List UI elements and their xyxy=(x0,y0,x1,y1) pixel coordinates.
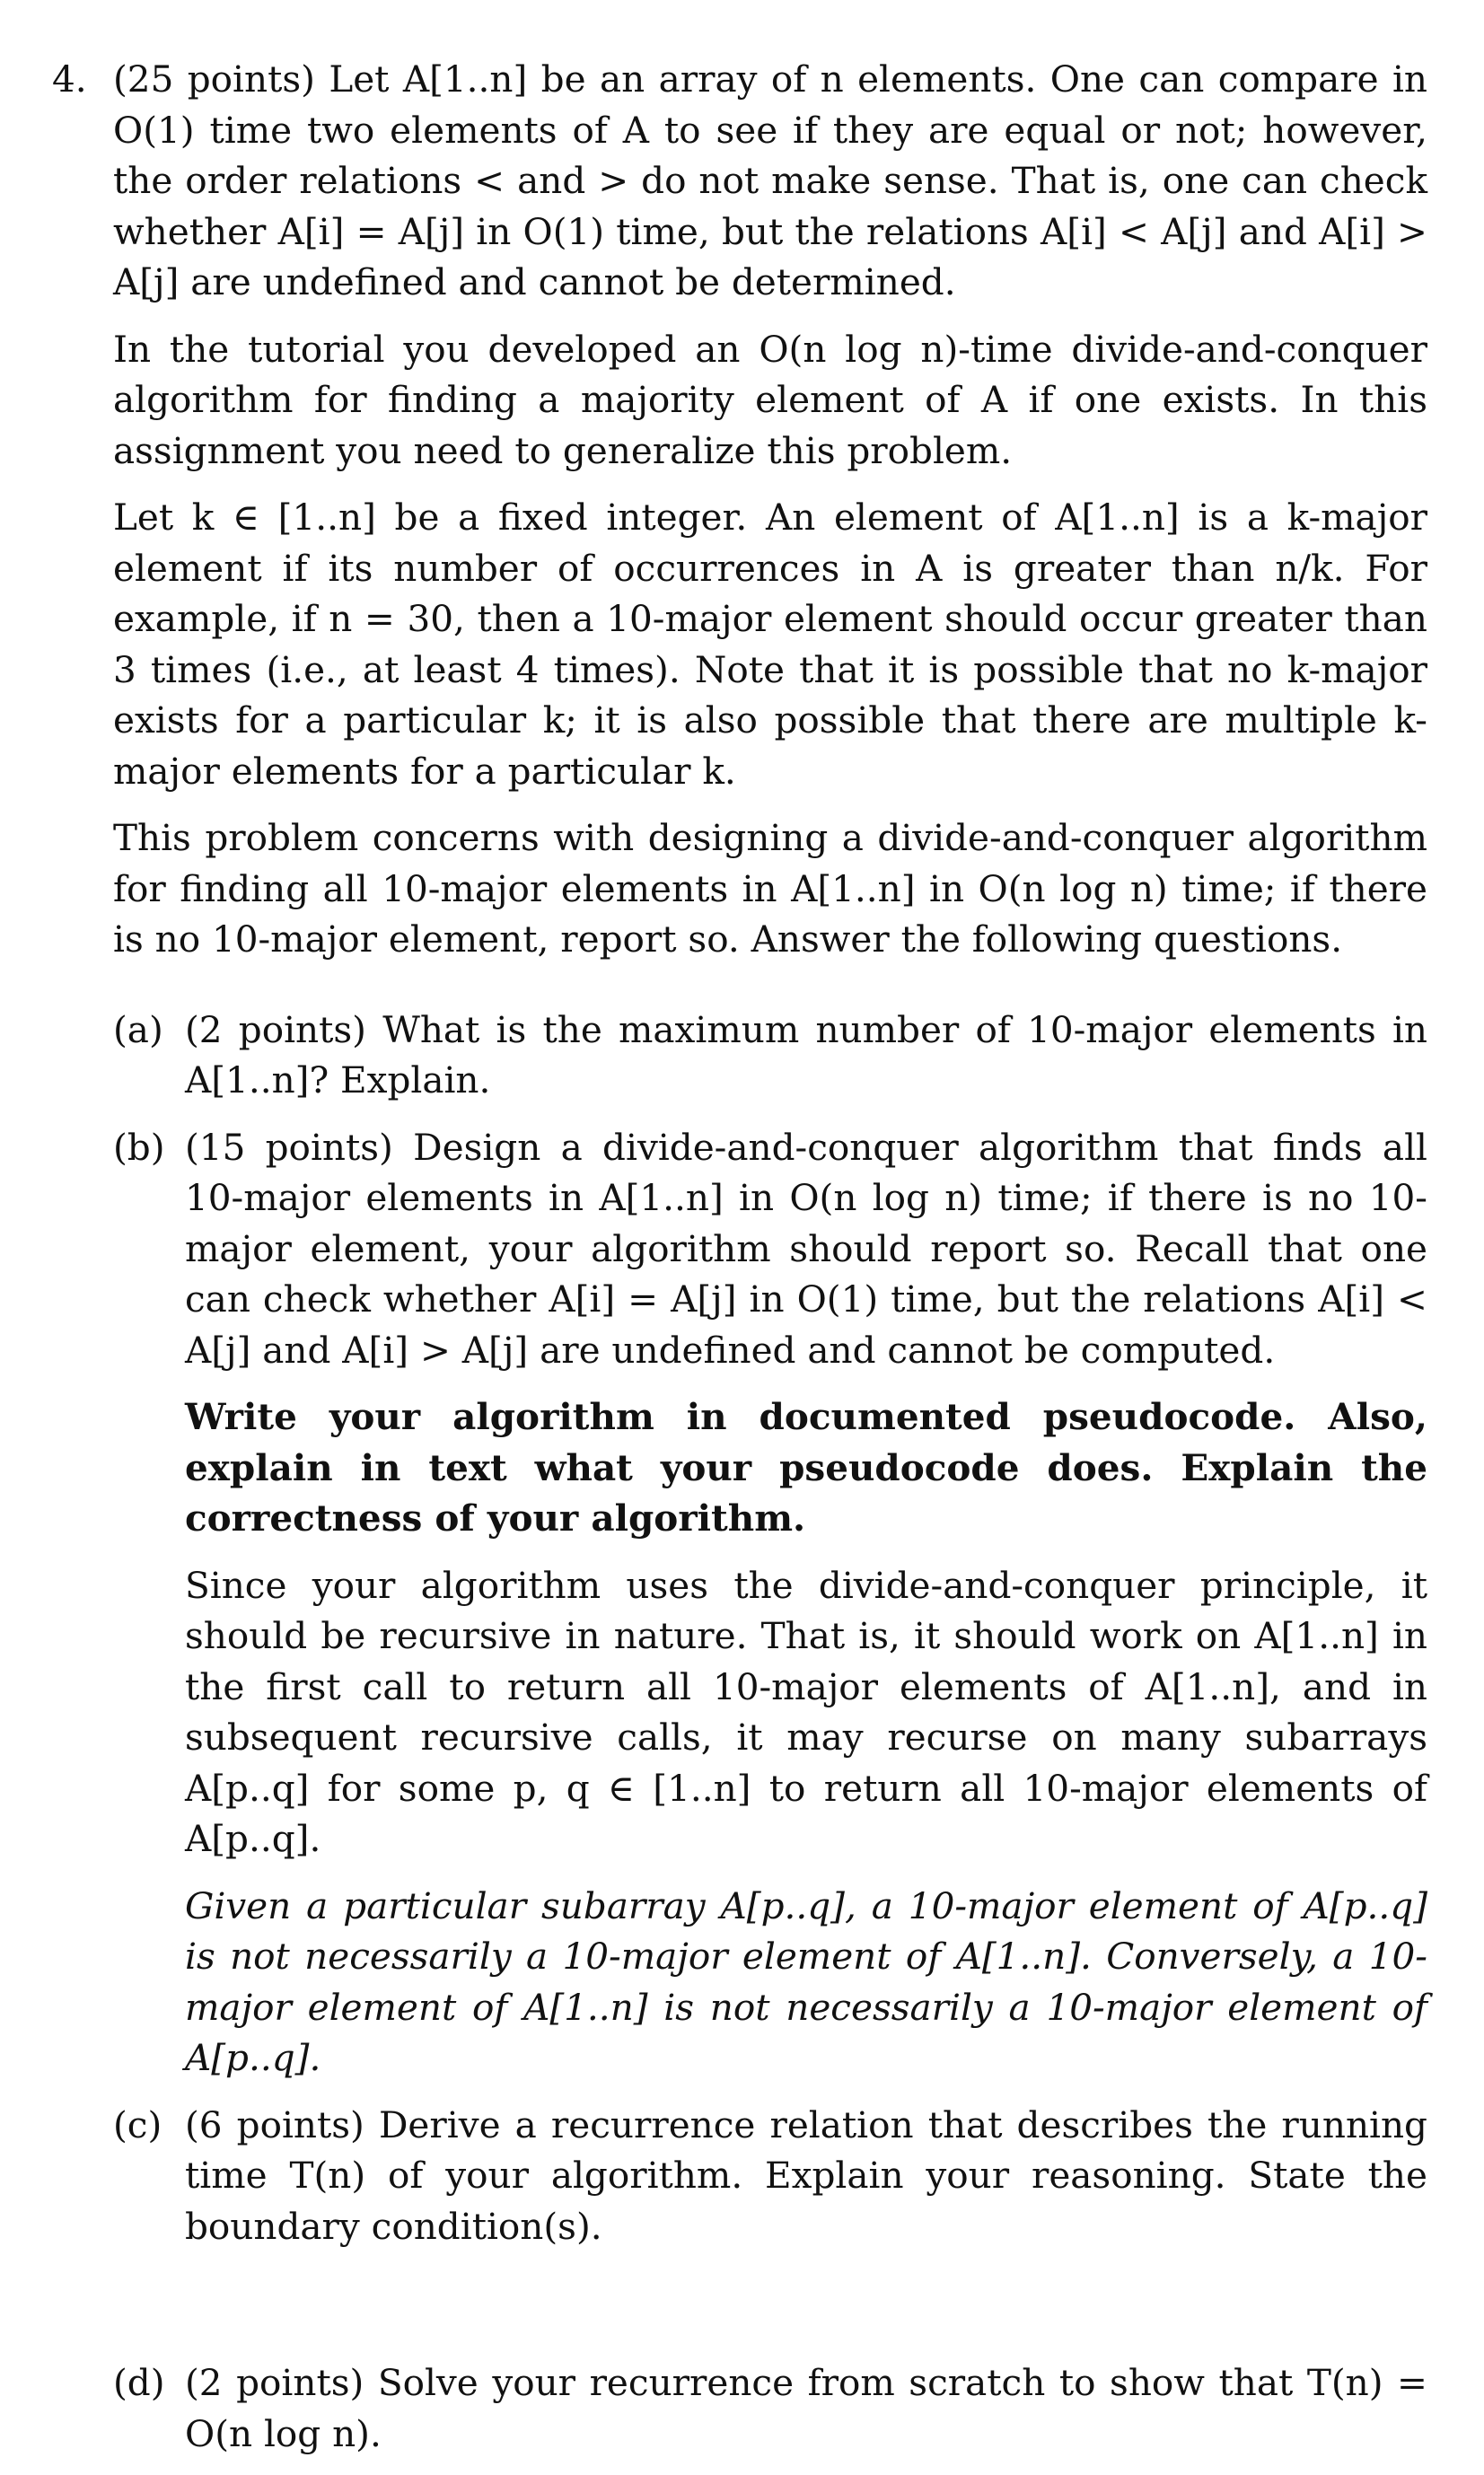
parts-list xyxy=(113,1005,1427,2460)
part-d xyxy=(113,2357,1427,2459)
problem-4 xyxy=(52,54,1427,2475)
part-b-subarray-note: Given a particular subarray A[p..q], a 10-major element of A[p..q] is not necessarily a 10-major element of A[1..n]. Conversely, a 10-major element of A[1..n] is not necessarily a 10-major element of A[p..q]. xyxy=(185,1883,1427,2079)
intro-paragraph-2: In the tutorial you developed an O(n log n)-time divide-and-conquer algorithm for finding a majority element of A if one exists. In this assignment you need to generalize this problem. xyxy=(113,327,1427,472)
intro-paragraph-1: (25 points) Let A[1..n] be an array of n elements. One can compare in O(1) time two elements of A to see if they are equal or not; however, the order relations < and > do not make sense. That is, one can check whether A[i] = A[j] in O(1) time, but the relations A[i] < A[j] and A[i] > A[j] are undefined and cannot be determined. xyxy=(113,57,1427,303)
part-c-text: (6 points) Derive a recurrence relation that describes the running time T(n) of your algorithm. Explain your reasoning. State the boundary condition(s). xyxy=(185,2102,1427,2248)
part-b-text: (15 points) Design a divide-and-conquer algorithm that finds all 10-major elements in A[1..n] in O(n log n) time; if there is no 10-major element, your algorithm should report so. Recall that one can check whether A[i] = A[j] in O(1) time, but the relations A[i] < A[j] and A[i] > A[j] are undefined and cannot be computed. xyxy=(185,1125,1427,1372)
part-a-text: (2 points) What is the maximum number of 10-major elements in A[1..n]? Explain. xyxy=(185,1007,1427,1101)
part-c-label: (c) xyxy=(113,2102,162,2146)
part-d-label: (d) xyxy=(113,2361,165,2404)
problem-number: 4. xyxy=(52,57,87,101)
intro-paragraph-3: Let k ∈ [1..n] be a fixed integer. An element of A[1..n] is a k-major element if its number of occurrences in A is greater than n/k. For example, if n = 30, then a 10-major element should occur greater than 3 times (i.e., at least 4 times). Note that it is possible that no k-major exists for a particular k; it is also possible that there are multiple k-major elements for a particular k. xyxy=(113,496,1427,793)
part-c xyxy=(113,2100,1427,2252)
part-a xyxy=(113,1005,1427,1106)
part-b-label: (b) xyxy=(113,1125,165,1169)
part-b xyxy=(113,1122,1427,2084)
part-d-text: (2 points) Solve your recurrence from scratch to show that T(n) = O(n log n). xyxy=(185,2361,1427,2455)
problem-body xyxy=(113,54,1427,2459)
part-a-label: (a) xyxy=(113,1007,163,1051)
part-b-instructions: Write your algorithm in documented pseudocode. Also, explain in text what your pseudocode does. Explain the correctness of your algorithm. xyxy=(185,1395,1427,1540)
part-b-recursion-note: Since your algorithm uses the divide-and-conquer principle, it should be recursive in nature. That is, it should work on A[1..n] in the first call to return all 10-major elements of A[1..n], and in subsequent recursive calls, it may recurse on many subarrays A[p..q] for some p, q ∈ [1..n] to return all 10-major elements of A[p..q]. xyxy=(185,1563,1427,1860)
intro-paragraph-4: This problem concerns with designing a divide-and-conquer algorithm for finding all 10-major elements in A[1..n] in O(n log n) time; if there is no 10-major element, report so. Answer the following questions. xyxy=(113,816,1427,961)
